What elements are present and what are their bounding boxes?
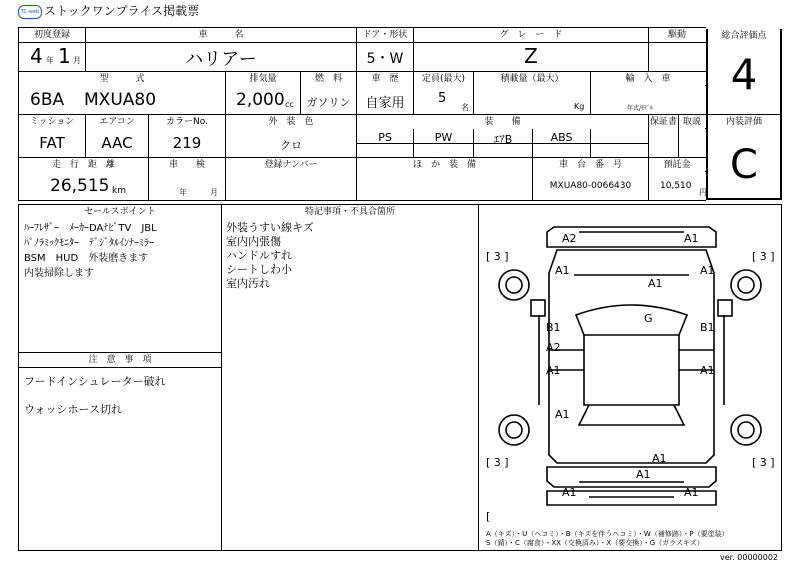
price-unit: 円 bbox=[699, 188, 707, 197]
damage-mark: A1 bbox=[648, 277, 663, 290]
tire-bracket: [ 3 ] bbox=[752, 250, 775, 263]
displacement-unit: cc bbox=[285, 100, 294, 109]
tire-bracket: [ 3 ] bbox=[486, 456, 509, 469]
model-label: 型 式 bbox=[19, 72, 225, 86]
form-title: ストックワンプライス掲載票 bbox=[44, 4, 200, 18]
grade: Z bbox=[524, 44, 538, 68]
door-shape: 5・W bbox=[366, 51, 404, 67]
price-label: 預託金 bbox=[649, 158, 705, 172]
notes-label: 注 意 事 項 bbox=[19, 353, 221, 367]
remark-line: シートしわ小 bbox=[226, 263, 292, 276]
remark-line: 室内汚れ bbox=[226, 277, 270, 290]
damage-mark: A1 bbox=[555, 264, 570, 277]
damage-mark: A1 bbox=[700, 364, 715, 377]
damage-legend: S（錆）・C（腐食）・XX（交換済み）・X（要交換）・G（ガラスキズ） bbox=[486, 539, 704, 547]
tire-bracket: [ 3 ] bbox=[486, 250, 509, 263]
note-line: ウォッシホース切れ bbox=[24, 403, 123, 416]
sales-point-line: BSM HUD 外装磨きます bbox=[24, 253, 149, 264]
aircon-label: エアコン bbox=[86, 115, 148, 129]
equipment-label: 装 備 bbox=[357, 115, 648, 129]
damage-mark: A1 bbox=[684, 486, 699, 499]
damage-legend: A（キズ）・U（ヘコミ）・B（キズを伴うヘコミ）・W（補修跡）・P（要塗装） bbox=[486, 530, 729, 538]
price: 10,510 bbox=[660, 181, 692, 191]
import-label: 輸 入 車 bbox=[591, 72, 705, 86]
inspection-month: 月 bbox=[210, 188, 218, 197]
inspection-year: 年 bbox=[179, 188, 187, 197]
equip-abs: ABS bbox=[550, 131, 573, 144]
chassis-no-label: 車 台 番 号 bbox=[533, 158, 648, 172]
damage-mark: A1 bbox=[546, 364, 561, 377]
reg-year-unit: 年 bbox=[46, 56, 54, 65]
interior-score: C bbox=[730, 142, 758, 188]
damage-mark: A1 bbox=[652, 452, 667, 465]
inspection-label: 車 検 bbox=[149, 158, 225, 172]
manual-label: 取説 bbox=[679, 115, 705, 129]
capacity-label: 定員(最大) bbox=[414, 72, 473, 86]
damage-mark: A2 bbox=[546, 341, 561, 354]
plate-label: 登録ナンバー bbox=[226, 158, 356, 172]
interior-score-label: 内装評価 bbox=[708, 115, 780, 129]
damage-mark: A1 bbox=[700, 264, 715, 277]
color-no-label: カラーNo. bbox=[149, 115, 225, 129]
first-reg-label: 初度登録 bbox=[19, 28, 85, 42]
door-shape-label: ドア・形状 bbox=[357, 28, 413, 42]
aircon: AAC bbox=[101, 134, 133, 152]
capacity-unit: 名 bbox=[461, 103, 469, 112]
history: 自家用 bbox=[365, 96, 405, 111]
load-unit: Kg bbox=[574, 102, 585, 111]
remark-line: ハンドルすれ bbox=[226, 249, 292, 262]
reg-month-unit: 月 bbox=[73, 56, 81, 65]
model-code: MXUA80 bbox=[84, 90, 157, 110]
damage-mark: A2 bbox=[562, 232, 577, 245]
mileage-label: 走 行 距 離 bbox=[19, 158, 148, 172]
chassis-no: MXUA80-0066430 bbox=[549, 181, 632, 191]
ext-color-label: 外 装 色 bbox=[226, 115, 356, 129]
warranty-label: 保証書 bbox=[649, 117, 677, 127]
sales-points-label: セールスポイント bbox=[19, 205, 221, 219]
capacity: 5 bbox=[438, 91, 447, 106]
tire-bracket: [ 3 ] bbox=[752, 456, 775, 469]
displacement-label: 排気量 bbox=[226, 72, 300, 86]
load-label: 積載量（最大） bbox=[474, 72, 590, 86]
overall-score-label: 総合評価点 bbox=[708, 29, 780, 43]
tire-bracket: [ bbox=[486, 510, 491, 523]
mileage-unit: km bbox=[112, 186, 126, 196]
color-no: 219 bbox=[172, 134, 202, 152]
import-note: 年式/ﾓﾃﾞﾙ bbox=[627, 105, 654, 112]
damage-mark: A1 bbox=[636, 468, 651, 481]
damage-mark: B1 bbox=[700, 321, 715, 334]
model-prefix: 6BA bbox=[30, 90, 65, 110]
damage-mark: A1 bbox=[555, 408, 570, 421]
remark-line: 外装うすい線キズ bbox=[226, 221, 314, 234]
sales-point-line: ﾊﾟﾉﾗﾐｯｸﾓﾆﾀｰ ﾃﾞｼﾞﾀﾙｲﾝﾅｰﾐﾗｰ bbox=[24, 238, 154, 249]
mileage: 26,515 bbox=[50, 176, 110, 196]
equip-airbag: ｴｱB bbox=[493, 133, 513, 146]
displacement: 2,000 bbox=[236, 90, 285, 110]
remarks-label: 特記事項・不具合箇所 bbox=[222, 205, 478, 219]
overall-score: 4 bbox=[730, 50, 758, 99]
damage-mark: A1 bbox=[684, 232, 699, 245]
fuel-label: 燃 料 bbox=[301, 72, 356, 86]
mission: FAT bbox=[39, 134, 65, 152]
equip-ps: PS bbox=[378, 131, 392, 144]
car-damage-diagram bbox=[479, 205, 781, 550]
sales-point-line: ﾊｰﾌﾚｻﾞｰ ﾒｰｶｰDAﾅﾋﾞTV JBL bbox=[24, 223, 157, 234]
damage-mark: B1 bbox=[546, 321, 561, 334]
ext-color: クロ bbox=[280, 139, 302, 152]
equip-pw: PW bbox=[434, 131, 453, 144]
history-label: 車 歴 bbox=[357, 72, 413, 86]
car-name-label: 車 名 bbox=[86, 28, 356, 42]
remark-line: 室内内張傷 bbox=[226, 235, 281, 248]
other-equipment-label: ほ か 装 備 bbox=[357, 158, 532, 172]
fuel: ガソリン bbox=[306, 96, 351, 109]
grade-label: グ レ ー ド bbox=[414, 28, 648, 42]
damage-mark: G bbox=[644, 312, 653, 325]
sales-point-line: 内装掃除します bbox=[24, 268, 94, 279]
version-label: ver. 00000002 bbox=[720, 553, 779, 562]
car-name: ハリアー bbox=[185, 49, 257, 70]
logo: TC-web bbox=[18, 5, 42, 19]
mission-label: ミッション bbox=[19, 115, 85, 129]
reg-year: 4 bbox=[30, 44, 43, 68]
note-line: フードインシュレーター破れ bbox=[24, 375, 166, 388]
reg-month: 1 bbox=[58, 44, 71, 68]
damage-mark: A1 bbox=[562, 486, 577, 499]
drive-label: 駆動 bbox=[649, 28, 705, 42]
